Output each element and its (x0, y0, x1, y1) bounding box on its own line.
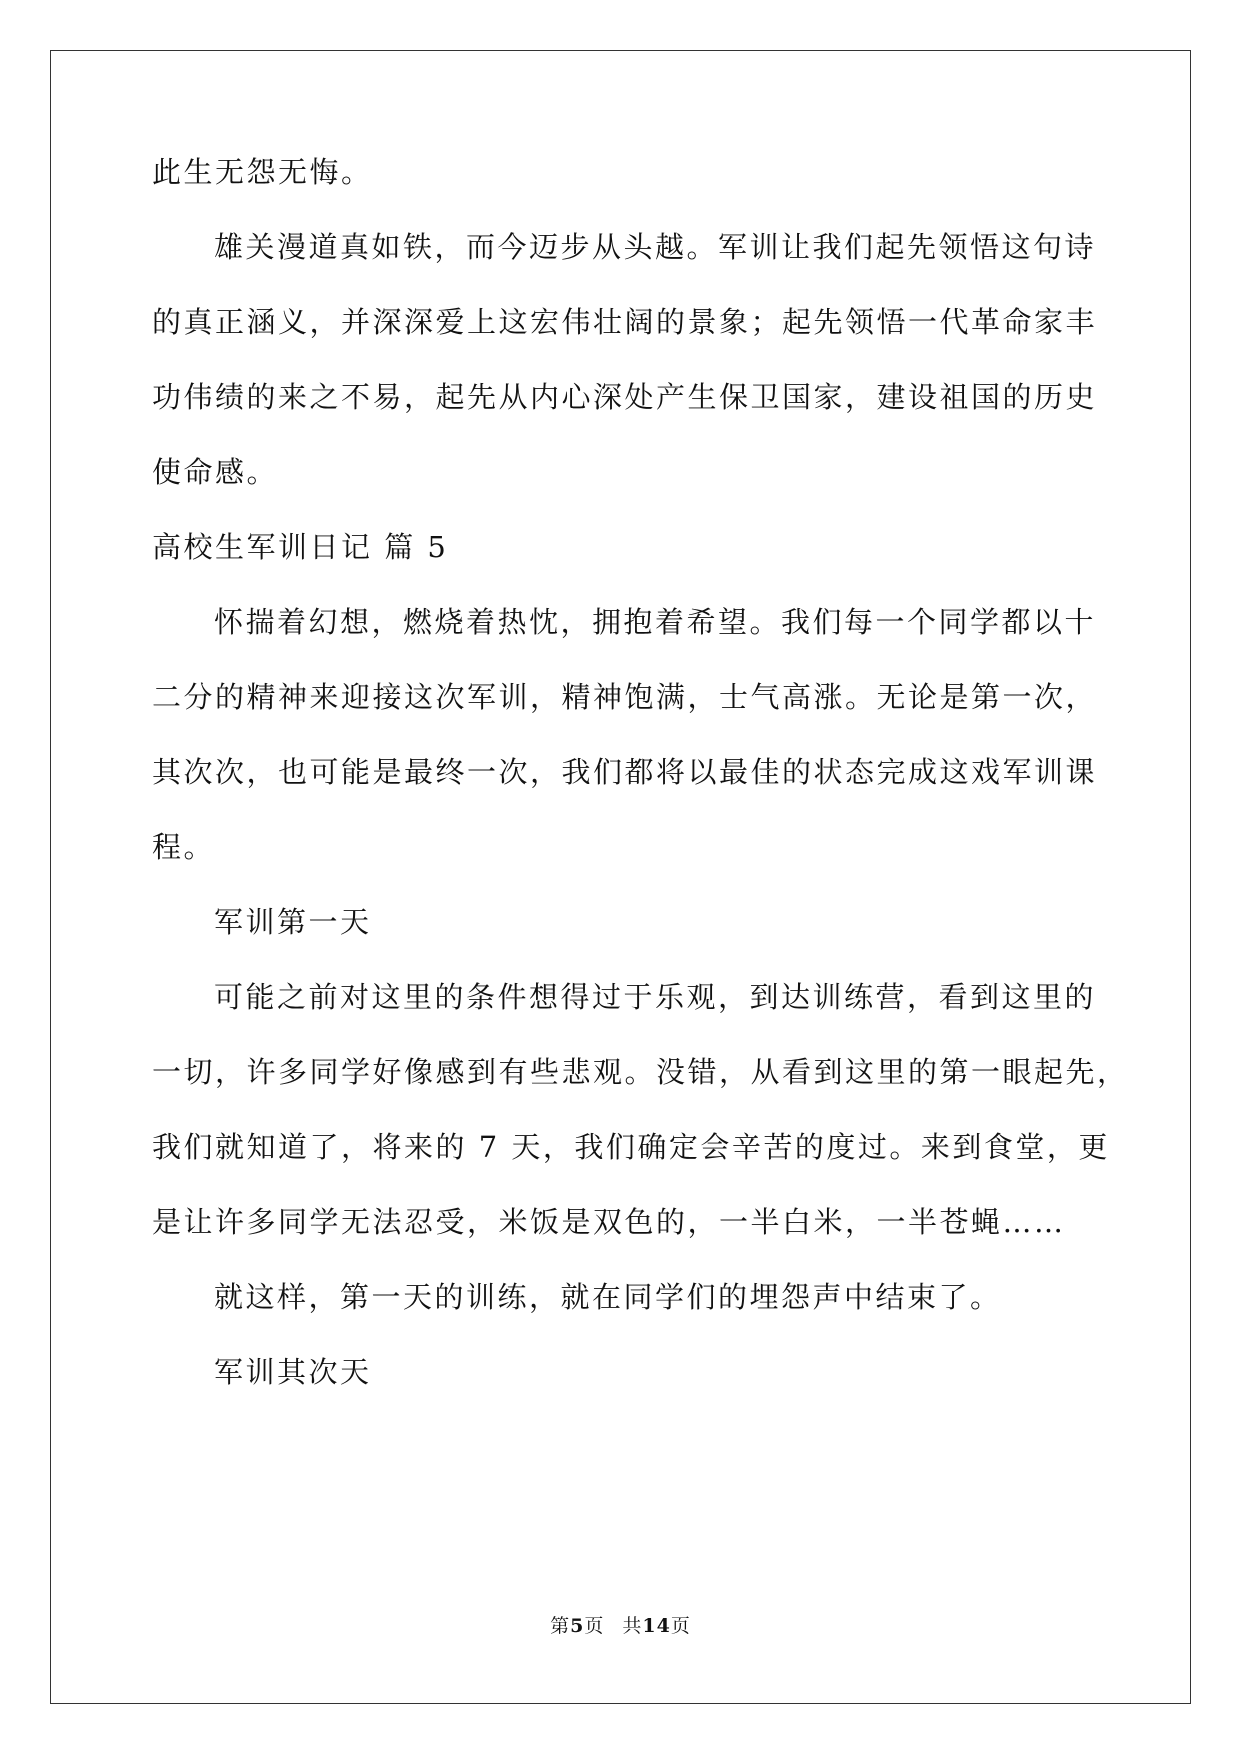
text-line: 此生无怨无悔。 (152, 155, 373, 189)
page-total: 14 (642, 1615, 671, 1637)
text-line: 是让许多同学无法忍受，米饭是双色的，一半白米，一半苍蝇…… (152, 1205, 1066, 1239)
text-line: 功伟绩的来之不易，起先从内心深处产生保卫国家，建设祖国的历史 (152, 380, 1098, 414)
text-line: 二分的精神来迎接这次军训，精神饱满，士气高涨。无论是第一次， (152, 680, 1098, 714)
total-prefix: 共 (622, 1615, 643, 1637)
total-suffix: 页 (670, 1615, 691, 1637)
paragraph-line: 怀揣着幻想，燃烧着热忱，拥抱着希望。我们每一个同学都以十 (214, 605, 1097, 639)
text-line: 的真正涵义，并深深爱上这宏伟壮阔的景象；起先领悟一代革命家丰 (152, 305, 1098, 339)
page-border (50, 50, 1191, 1704)
paragraph-line: 就这样，第一天的训练，就在同学们的埋怨声中结束了。 (214, 1280, 1002, 1314)
paragraph-line: 雄关漫道真如铁，而今迈步从头越。军训让我们起先领悟这句诗 (214, 230, 1097, 264)
text-line: 程。 (152, 830, 216, 864)
page-footer (0, 1611, 1241, 1638)
page-number: 5 (570, 1615, 585, 1637)
text-line: 我们就知道了，将来的 7 天，我们确定会辛苦的度过。来到食堂，更 (152, 1130, 1110, 1164)
subheading: 军训第一天 (214, 905, 372, 939)
paragraph-line: 可能之前对这里的条件想得过于乐观，到达训练营，看到这里的 (214, 980, 1097, 1014)
page-suffix: 页 (584, 1615, 605, 1637)
text-line: 其次次，也可能是最终一次，我们都将以最佳的状态完成这戏军训课 (152, 755, 1098, 789)
text-line: 一切，许多同学好像感到有些悲观。没错，从看到这里的第一眼起先， (152, 1055, 1129, 1089)
section-heading: 高校生军训日记 篇 5 (152, 530, 449, 564)
page-prefix: 第 (550, 1615, 571, 1637)
subheading: 军训其次天 (214, 1355, 372, 1389)
text-line: 使命感。 (152, 455, 279, 489)
